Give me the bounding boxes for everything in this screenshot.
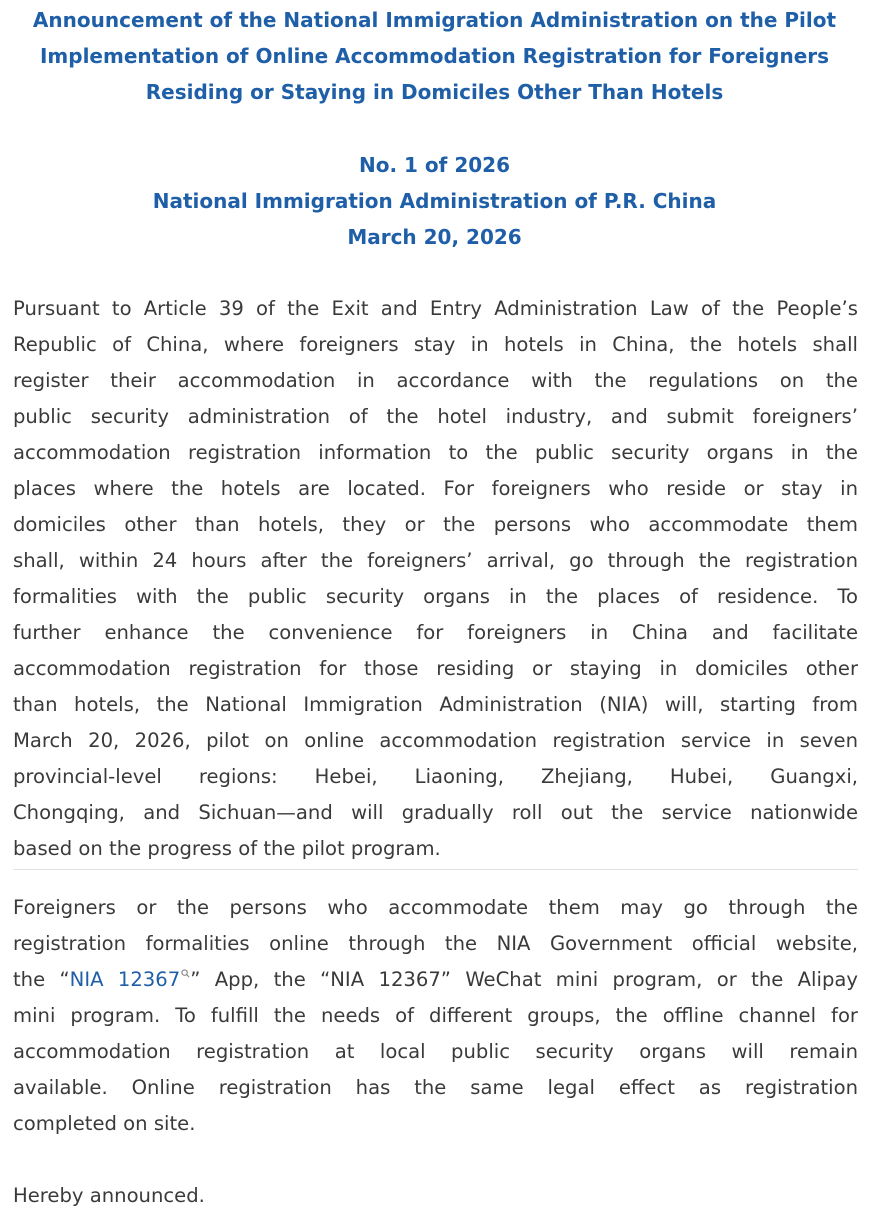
paragraph-line: Pursuant to Article 39 of the Exit and Entry Administration Law of the People’s (13, 297, 858, 320)
paragraph-line: formalities with the public security organs in the places of residence. To (13, 585, 858, 608)
paragraph-line: available. Online registration has the same legal effect as registration (13, 1076, 858, 1099)
paragraph-line: register their accommodation in accordance with the regulations on the (13, 369, 858, 392)
paragraph-line: provincial-level regions: Hebei, Liaoning, Zhejiang, Hubei, Guangxi, (13, 765, 858, 788)
closing-paragraph (13, 1178, 858, 1214)
nia-12367-link[interactable]: NIA 12367 (69, 968, 181, 991)
paragraph-line: domiciles other than hotels, they or the persons who accommodate them (13, 513, 858, 536)
paragraph-line: accommodation registration at local public security organs will remain (13, 1040, 858, 1063)
paragraph-line: shall, within 24 hours after the foreigners’ arrival, go through the registration (13, 549, 858, 572)
paragraph-line: further enhance the convenience for foreigners in China and facilitate (13, 621, 858, 644)
closing-text: Hereby announced. (13, 1184, 205, 1207)
announcement-number: No. 1 of 2026 (359, 153, 510, 177)
paragraph-line: Foreigners or the persons who accommodate them may go through the (13, 896, 858, 919)
paragraph-line: than hotels, the National Immigration Administration (NIA) will, starting from (13, 693, 858, 716)
title-line: Announcement of the National Immigration Administration on the Pilot (32, 8, 837, 32)
issuing-authority: National Immigration Administration of P.R. China (152, 189, 717, 213)
paragraph-line: accommodation registration information to the public security organs in the (13, 441, 858, 464)
title-line: Implementation of Online Accommodation Registration for Foreigners (39, 44, 830, 68)
paragraph-line: places where the hotels are located. For foreigners who reside or stay in (13, 477, 858, 500)
paragraph-line: March 20, 2026, pilot on online accommodation registration service in seven (13, 729, 858, 752)
body-paragraph-2 (13, 890, 858, 1142)
paragraph-line-with-link (13, 962, 858, 998)
line-text: ” App, the “NIA 12367” WeChat mini program, or the Alipay (190, 968, 858, 991)
paragraph-line: completed on site. (13, 1112, 196, 1135)
paragraph-line: registration formalities online through the NIA Government official website, (13, 932, 858, 955)
section-divider (13, 869, 858, 870)
search-icon[interactable] (181, 969, 190, 980)
announcement-date: March 20, 2026 (347, 225, 522, 249)
announcement-meta (0, 147, 869, 255)
paragraph-line: accommodation registration for those residing or staying in domiciles other (13, 657, 858, 680)
body-paragraph-1 (13, 291, 858, 867)
paragraph-line: based on the progress of the pilot program. (13, 837, 441, 860)
paragraph-line: Chongqing, and Sichuan—and will gradually roll out the service nationwide (13, 801, 858, 824)
paragraph-line: public security administration of the hotel industry, and submit foreigners’ (13, 405, 858, 428)
paragraph-line: Republic of China, where foreigners stay in hotels in China, the hotels shall (13, 333, 858, 356)
paragraph-line: mini program. To fulfill the needs of different groups, the offline channel for (13, 1004, 858, 1027)
title-line: Residing or Staying in Domiciles Other Than Hotels (145, 80, 724, 104)
announcement-title (0, 2, 869, 110)
line-text: the “ (13, 968, 70, 991)
